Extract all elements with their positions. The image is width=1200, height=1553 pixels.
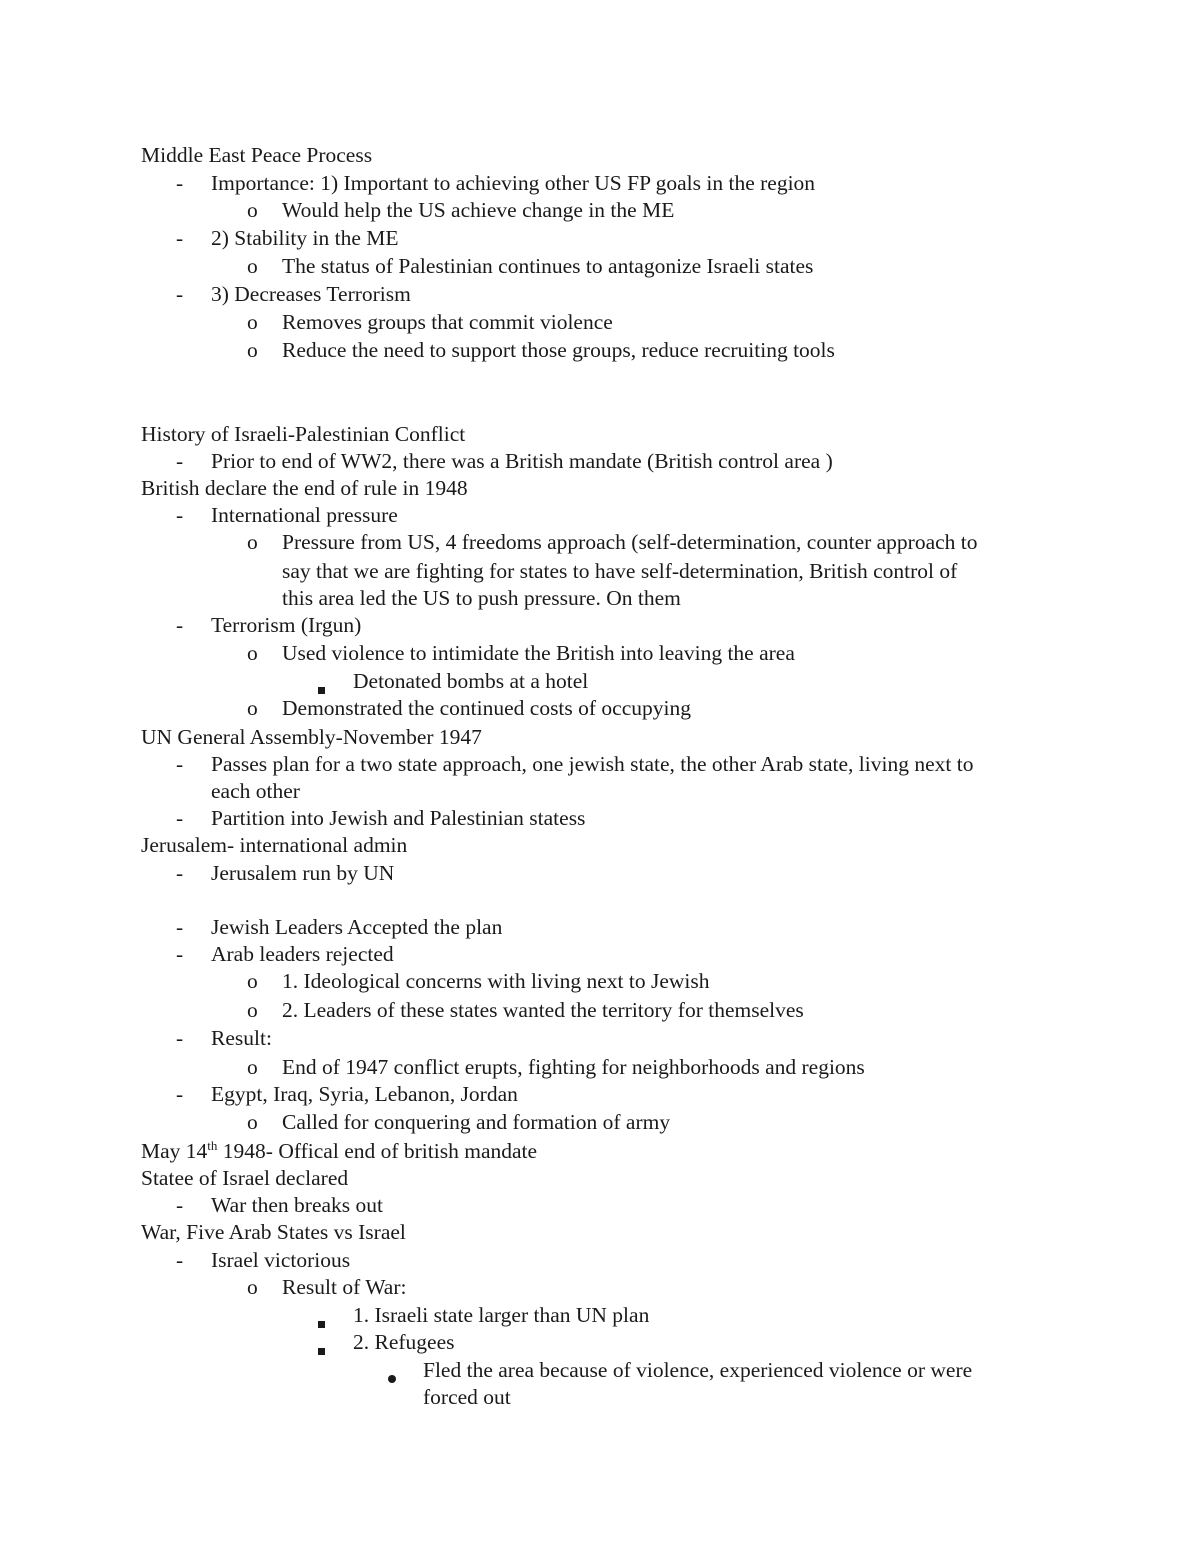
heading-line: [141, 1168, 348, 1190]
line-text: Jerusalem- international admin: [141, 833, 408, 857]
heading-line: [141, 727, 482, 749]
line-text: Statee of Israel declared: [141, 1166, 349, 1190]
line-text: Reduce the need to support those groups, reduce recruiting tools: [282, 338, 835, 362]
superscript-text: th: [207, 1137, 218, 1153]
circle-bullet: o: [247, 310, 258, 334]
list-item-text: [211, 284, 411, 306]
line-text: Importance: 1) Important to achieving other US FP goals in the region: [211, 171, 816, 195]
line-text: Arab leaders rejected: [211, 942, 394, 966]
dash-bullet: -: [176, 1082, 184, 1106]
dot-bullet-icon: [388, 1366, 396, 1388]
list-item-text: [282, 971, 710, 993]
line-text: Egypt, Iraq, Syria, Lebanon, Jordan: [211, 1082, 518, 1106]
circle-bullet: o: [247, 338, 258, 362]
dash-bullet: -: [176, 861, 184, 885]
line-text-continued: 1948- Offical end of british mandate: [217, 1139, 538, 1163]
circle-bullet: o: [247, 530, 258, 554]
line-text: 1. Ideological concerns with living next to Jewish: [282, 969, 710, 993]
line-text: Passes plan for a two state approach, one jewish state, the other Arab state, living next to: [211, 752, 974, 776]
heading-line: [141, 1137, 538, 1163]
circle-bullet: o: [247, 969, 258, 993]
heading-line: [141, 424, 465, 446]
heading-line: [141, 478, 468, 500]
list-item-text: [423, 1387, 511, 1409]
line-text: End of 1947 conflict erupts, fighting for neighborhoods and regions: [282, 1055, 865, 1079]
list-item-text: [282, 1000, 804, 1022]
line-text: say that we are fighting for states to have self-determination, British control of: [282, 559, 958, 583]
list-item-text: [211, 173, 815, 195]
line-text: Result:: [211, 1026, 272, 1050]
dash-bullet: -: [176, 503, 184, 527]
dash-bullet: -: [176, 1248, 184, 1272]
list-item-text: [211, 917, 502, 939]
line-text: each other: [211, 779, 300, 803]
square-bullet-icon: [318, 1338, 325, 1360]
line-text: Would help the US achieve change in the ME: [282, 198, 675, 222]
list-item-text: [282, 1057, 865, 1079]
dash-bullet: -: [176, 942, 184, 966]
dash-bullet: -: [176, 449, 184, 473]
line-text: Prior to end of WW2, there was a British mandate (British control area ): [211, 449, 833, 473]
line-text: The status of Palestinian continues to antagonize Israeli states: [282, 254, 814, 278]
list-item-text: [282, 312, 613, 334]
line-text: Partition into Jewish and Palestinian statess: [211, 806, 586, 830]
list-item-text: [211, 615, 361, 637]
line-text: Jerusalem run by UN: [211, 861, 395, 885]
dash-bullet: -: [176, 752, 184, 776]
list-item-text: [353, 1332, 455, 1354]
dash-bullet: -: [176, 171, 184, 195]
dash-bullet: -: [176, 282, 184, 306]
line-text: War then breaks out: [211, 1193, 383, 1217]
dash-bullet: -: [176, 915, 184, 939]
list-item-text: [282, 256, 813, 278]
line-text: this area led the US to push pressure. On them: [282, 586, 681, 610]
list-item-text: [211, 451, 833, 473]
line-text: forced out: [423, 1385, 511, 1409]
line-text: History of Israeli-Palestinian Conflict: [141, 422, 466, 446]
line-text: 2. Refugees: [353, 1330, 455, 1354]
dash-bullet: -: [176, 226, 184, 250]
list-item-text: [282, 698, 691, 720]
circle-bullet: o: [247, 1275, 258, 1299]
list-item-text: [282, 200, 674, 222]
line-text: Detonated bombs at a hotel: [353, 669, 589, 693]
line-text: Pressure from US, 4 freedoms approach (self-determination, counter approach to: [282, 530, 978, 554]
list-item-text: [211, 1084, 518, 1106]
list-item-text: [211, 505, 398, 527]
list-item-text: [353, 1305, 649, 1327]
circle-bullet: o: [247, 1110, 258, 1134]
list-item-text: [282, 1277, 406, 1299]
list-item-text: [282, 532, 978, 554]
list-item-text: [211, 228, 399, 250]
circle-bullet: o: [247, 1055, 258, 1079]
circle-bullet: o: [247, 254, 258, 278]
line-text: UN General Assembly-November 1947: [141, 725, 482, 749]
circle-bullet: o: [247, 198, 258, 222]
line-text: Fled the area because of violence, experienced violence or were: [423, 1358, 973, 1382]
line-text: May 14: [141, 1139, 208, 1163]
line-text: Demonstrated the continued costs of occupying: [282, 696, 691, 720]
list-item-text: [211, 1195, 383, 1217]
line-text: 1. Israeli state larger than UN plan: [353, 1303, 650, 1327]
heading-line: [141, 835, 407, 857]
line-text: Result of War:: [282, 1275, 407, 1299]
list-item-text: [211, 1250, 350, 1272]
list-item-text: [423, 1360, 972, 1382]
heading-line: [141, 1222, 406, 1244]
line-text: Called for conquering and formation of army: [282, 1110, 671, 1134]
line-text: 2) Stability in the ME: [211, 226, 399, 250]
line-text: British declare the end of rule in 1948: [141, 476, 468, 500]
list-item-text: [282, 561, 957, 583]
dash-bullet: -: [176, 1026, 184, 1050]
square-bullet-icon: [318, 1311, 325, 1333]
line-text: International pressure: [211, 503, 398, 527]
list-item-text: [211, 1028, 272, 1050]
list-item-text: [211, 754, 973, 776]
heading-line: [141, 145, 372, 167]
circle-bullet: o: [247, 696, 258, 720]
list-item-text: [282, 588, 681, 610]
circle-bullet: o: [247, 998, 258, 1022]
line-text: Middle East Peace Process: [141, 143, 373, 167]
list-item-text: [282, 1112, 670, 1134]
dash-bullet: -: [176, 1193, 184, 1217]
line-text: 3) Decreases Terrorism: [211, 282, 411, 306]
line-text: Israel victorious: [211, 1248, 351, 1272]
list-item-text: [211, 863, 394, 885]
circle-bullet: o: [247, 641, 258, 665]
list-item-text: [353, 671, 588, 693]
line-text: Terrorism (Irgun): [211, 613, 362, 637]
list-item-text: [282, 643, 795, 665]
list-item-text: [211, 944, 394, 966]
list-item-text: [211, 808, 585, 830]
line-text: 2. Leaders of these states wanted the territory for themselves: [282, 998, 804, 1022]
line-text: Jewish Leaders Accepted the plan: [211, 915, 503, 939]
line-text: Used violence to intimidate the British into leaving the area: [282, 641, 795, 665]
dash-bullet: -: [176, 806, 184, 830]
line-text: Removes groups that commit violence: [282, 310, 613, 334]
dash-bullet: -: [176, 613, 184, 637]
line-text: War, Five Arab States vs Israel: [141, 1220, 406, 1244]
list-item-text: [282, 340, 835, 362]
list-item-text: [211, 781, 300, 803]
